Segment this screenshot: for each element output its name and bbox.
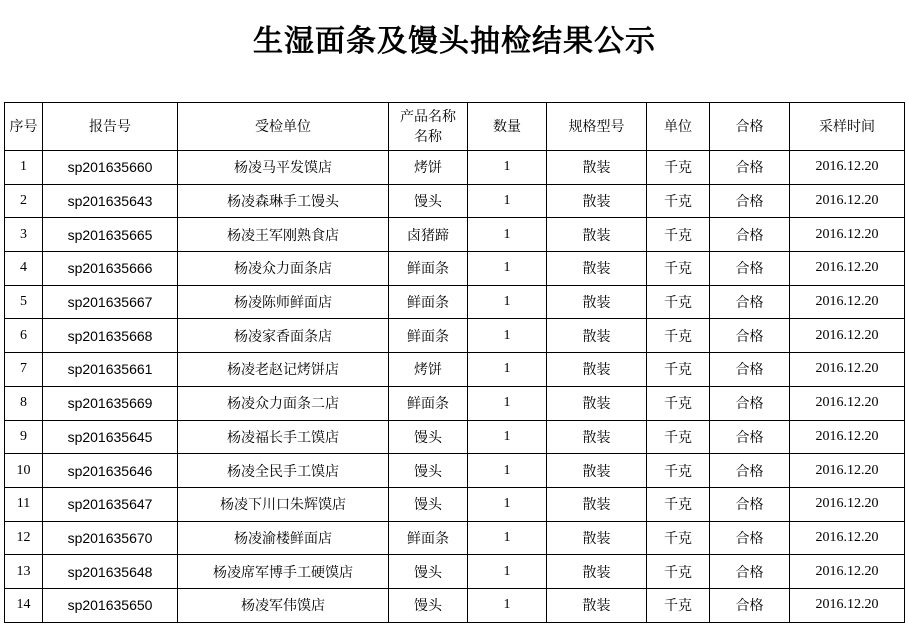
cell-spec: 散装 — [547, 319, 647, 353]
cell-unit: 杨凌下川口朱辉馍店 — [178, 487, 389, 521]
cell-unit: 杨凌福长手工馍店 — [178, 420, 389, 454]
cell-qualified: 合格 — [710, 151, 790, 185]
cell-quantity: 1 — [468, 218, 547, 252]
cell-product: 鲜面条 — [389, 521, 468, 555]
cell-measure-unit: 千克 — [647, 218, 710, 252]
cell-spec: 散装 — [547, 487, 647, 521]
cell-sample-time: 2016.12.20 — [790, 353, 905, 387]
cell-seq: 10 — [5, 454, 43, 488]
table-row — [5, 588, 905, 622]
cell-seq: 4 — [5, 252, 43, 286]
cell-measure-unit: 千克 — [647, 319, 710, 353]
cell-unit: 杨凌众力面条二店 — [178, 386, 389, 420]
cell-report-no: sp201635670 — [43, 521, 178, 555]
cell-spec: 散装 — [547, 521, 647, 555]
cell-spec: 散装 — [547, 353, 647, 387]
cell-measure-unit: 千克 — [647, 184, 710, 218]
cell-seq: 3 — [5, 218, 43, 252]
cell-sample-time: 2016.12.20 — [790, 555, 905, 589]
cell-measure-unit: 千克 — [647, 420, 710, 454]
cell-product: 馒头 — [389, 487, 468, 521]
table-header-row — [5, 103, 905, 151]
header-qualified: 合格 — [710, 103, 790, 151]
cell-spec: 散装 — [547, 386, 647, 420]
cell-quantity: 1 — [468, 353, 547, 387]
cell-qualified: 合格 — [710, 487, 790, 521]
header-sample-time: 采样时间 — [790, 103, 905, 151]
table-row — [5, 420, 905, 454]
cell-seq: 8 — [5, 386, 43, 420]
cell-quantity: 1 — [468, 588, 547, 622]
table-row — [5, 218, 905, 252]
header-spec: 规格型号 — [547, 103, 647, 151]
cell-report-no: sp201635643 — [43, 184, 178, 218]
cell-product: 馒头 — [389, 454, 468, 488]
cell-seq: 11 — [5, 487, 43, 521]
cell-unit: 杨凌众力面条店 — [178, 252, 389, 286]
cell-qualified: 合格 — [710, 555, 790, 589]
cell-seq: 1 — [5, 151, 43, 185]
cell-seq: 7 — [5, 353, 43, 387]
table-row — [5, 386, 905, 420]
cell-seq: 5 — [5, 285, 43, 319]
cell-quantity: 1 — [468, 521, 547, 555]
cell-product: 馒头 — [389, 555, 468, 589]
table-row — [5, 555, 905, 589]
table-row — [5, 184, 905, 218]
cell-sample-time: 2016.12.20 — [790, 184, 905, 218]
cell-quantity: 1 — [468, 386, 547, 420]
cell-measure-unit: 千克 — [647, 386, 710, 420]
cell-quantity: 1 — [468, 454, 547, 488]
cell-seq: 13 — [5, 555, 43, 589]
cell-measure-unit: 千克 — [647, 252, 710, 286]
cell-unit: 杨凌全民手工馍店 — [178, 454, 389, 488]
cell-product: 鲜面条 — [389, 252, 468, 286]
cell-spec: 散装 — [547, 151, 647, 185]
cell-report-no: sp201635666 — [43, 252, 178, 286]
cell-quantity: 1 — [468, 487, 547, 521]
page-title: 生湿面条及馒头抽检结果公示 — [253, 24, 656, 59]
cell-sample-time: 2016.12.20 — [790, 386, 905, 420]
cell-qualified: 合格 — [710, 252, 790, 286]
cell-report-no: sp201635647 — [43, 487, 178, 521]
table-row — [5, 151, 905, 185]
table-row — [5, 353, 905, 387]
cell-sample-time: 2016.12.20 — [790, 420, 905, 454]
cell-measure-unit: 千克 — [647, 353, 710, 387]
cell-measure-unit: 千克 — [647, 521, 710, 555]
cell-report-no: sp201635646 — [43, 454, 178, 488]
cell-seq: 2 — [5, 184, 43, 218]
cell-spec: 散装 — [547, 218, 647, 252]
results-table — [4, 102, 905, 623]
header-quantity: 数量 — [468, 103, 547, 151]
cell-product: 馒头 — [389, 420, 468, 454]
cell-unit: 杨凌王军刚熟食店 — [178, 218, 389, 252]
header-product-line2: 名称 — [414, 128, 442, 145]
cell-spec: 散装 — [547, 420, 647, 454]
cell-unit: 杨凌陈师鲜面店 — [178, 285, 389, 319]
cell-seq: 6 — [5, 319, 43, 353]
cell-sample-time: 2016.12.20 — [790, 588, 905, 622]
cell-qualified: 合格 — [710, 218, 790, 252]
cell-sample-time: 2016.12.20 — [790, 151, 905, 185]
cell-report-no: sp201635648 — [43, 555, 178, 589]
cell-spec: 散装 — [547, 184, 647, 218]
cell-unit: 杨凌家香面条店 — [178, 319, 389, 353]
cell-unit: 杨凌马平发馍店 — [178, 151, 389, 185]
cell-sample-time: 2016.12.20 — [790, 521, 905, 555]
header-measure-unit: 单位 — [647, 103, 710, 151]
table-row — [5, 285, 905, 319]
cell-measure-unit: 千克 — [647, 487, 710, 521]
cell-product: 鲜面条 — [389, 386, 468, 420]
cell-unit: 杨凌军伟馍店 — [178, 588, 389, 622]
cell-quantity: 1 — [468, 319, 547, 353]
cell-seq: 9 — [5, 420, 43, 454]
cell-product: 烤饼 — [389, 151, 468, 185]
table-row — [5, 454, 905, 488]
cell-quantity: 1 — [468, 151, 547, 185]
cell-qualified: 合格 — [710, 285, 790, 319]
header-report-no: 报告号 — [43, 103, 178, 151]
table-row — [5, 487, 905, 521]
cell-qualified: 合格 — [710, 521, 790, 555]
cell-seq: 14 — [5, 588, 43, 622]
cell-unit: 杨凌渝楼鲜面店 — [178, 521, 389, 555]
cell-qualified: 合格 — [710, 588, 790, 622]
cell-qualified: 合格 — [710, 420, 790, 454]
cell-unit: 杨凌老赵记烤饼店 — [178, 353, 389, 387]
cell-report-no: sp201635645 — [43, 420, 178, 454]
table-row — [5, 252, 905, 286]
header-seq: 序号 — [5, 103, 43, 151]
cell-measure-unit: 千克 — [647, 555, 710, 589]
cell-report-no: sp201635665 — [43, 218, 178, 252]
cell-measure-unit: 千克 — [647, 454, 710, 488]
cell-report-no: sp201635661 — [43, 353, 178, 387]
table-row — [5, 521, 905, 555]
cell-product: 鲜面条 — [389, 319, 468, 353]
cell-sample-time: 2016.12.20 — [790, 454, 905, 488]
cell-report-no: sp201635660 — [43, 151, 178, 185]
cell-quantity: 1 — [468, 555, 547, 589]
cell-spec: 散装 — [547, 555, 647, 589]
cell-quantity: 1 — [468, 252, 547, 286]
header-product-line1: 产品名称 — [400, 108, 456, 125]
cell-product: 卤猪蹄 — [389, 218, 468, 252]
table-body — [5, 151, 905, 623]
cell-spec: 散装 — [547, 285, 647, 319]
header-unit: 受检单位 — [178, 103, 389, 151]
cell-seq: 12 — [5, 521, 43, 555]
cell-report-no: sp201635650 — [43, 588, 178, 622]
cell-sample-time: 2016.12.20 — [790, 487, 905, 521]
cell-measure-unit: 千克 — [647, 285, 710, 319]
cell-product: 鲜面条 — [389, 285, 468, 319]
cell-measure-unit: 千克 — [647, 151, 710, 185]
cell-qualified: 合格 — [710, 386, 790, 420]
cell-sample-time: 2016.12.20 — [790, 252, 905, 286]
cell-spec: 散装 — [547, 588, 647, 622]
cell-measure-unit: 千克 — [647, 588, 710, 622]
cell-quantity: 1 — [468, 420, 547, 454]
cell-report-no: sp201635667 — [43, 285, 178, 319]
cell-product: 馒头 — [389, 184, 468, 218]
cell-quantity: 1 — [468, 285, 547, 319]
cell-qualified: 合格 — [710, 353, 790, 387]
cell-qualified: 合格 — [710, 454, 790, 488]
cell-report-no: sp201635669 — [43, 386, 178, 420]
cell-product: 馒头 — [389, 588, 468, 622]
cell-quantity: 1 — [468, 184, 547, 218]
cell-spec: 散装 — [547, 454, 647, 488]
cell-sample-time: 2016.12.20 — [790, 218, 905, 252]
cell-spec: 散装 — [547, 252, 647, 286]
cell-sample-time: 2016.12.20 — [790, 285, 905, 319]
header-product — [389, 103, 468, 151]
cell-qualified: 合格 — [710, 319, 790, 353]
cell-unit: 杨凌席军博手工硬馍店 — [178, 555, 389, 589]
cell-qualified: 合格 — [710, 184, 790, 218]
table-row — [5, 319, 905, 353]
cell-report-no: sp201635668 — [43, 319, 178, 353]
cell-sample-time: 2016.12.20 — [790, 319, 905, 353]
cell-product: 烤饼 — [389, 353, 468, 387]
cell-unit: 杨凌森琳手工馒头 — [178, 184, 389, 218]
